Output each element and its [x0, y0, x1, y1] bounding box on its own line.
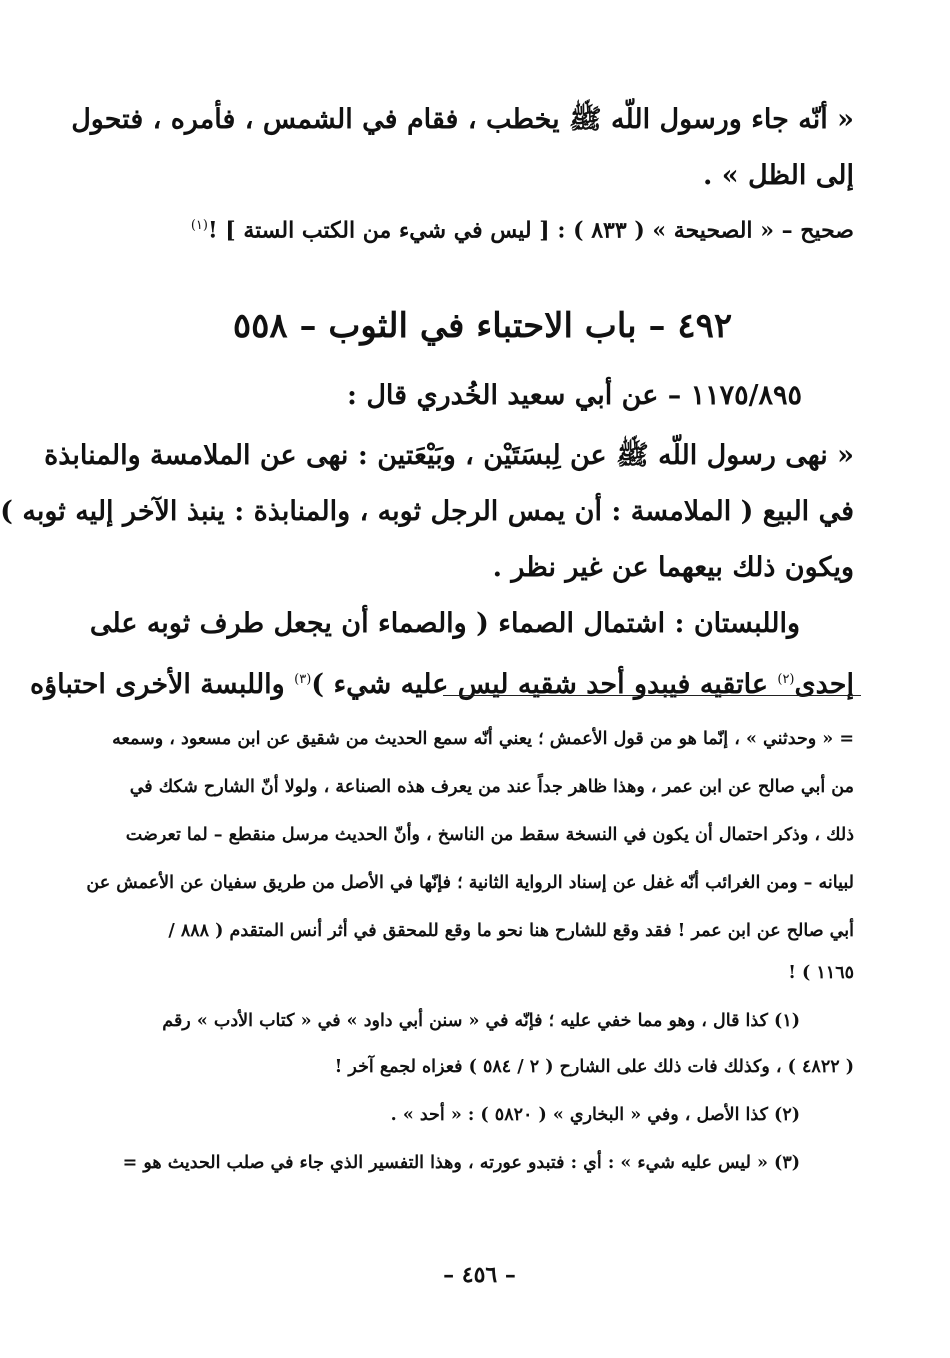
continued-note-line-5: أبي صالح عن ابن عمر ! فقد وقع للشارح هنا نحو ما وقع للمحقق في أثر أنس المتقدم ( ٨٨٨ / — [168, 921, 854, 941]
para2-text-c: واللبسة الأخرى احتباؤه — [29, 669, 295, 700]
para2-text-b: عاتقيه فيبدو أحد شقيه ليس عليه شيء ) — [311, 669, 778, 700]
footnote-ref-2: (٢) — [777, 672, 795, 687]
continued-note-line-6: ١١٦٥ ) ! — [788, 963, 854, 983]
footnote-1-line-1: (١) كذا قال ، وهو مما خفي عليه ؛ فإنّه في « سنن أبي داود » في « كتاب الأدب » رقم — [162, 1011, 800, 1031]
para2-text-a: إحدى — [794, 669, 854, 700]
continued-note-line-2: من أبي صالح عن ابن عمر ، وهذا ظاهر جداً عند من يعرف هذه الصناعة ، ولولا أنّ الشارح شكك في — [129, 777, 854, 797]
footnote-3-line-1: (٣) « ليس عليه شيء » : أي : فتبدو عورته ، وهذا التفسير الذي جاء في صلب الحديث هو = — [122, 1153, 800, 1173]
top-text-line-1: « أنّه جاء ورسول اللّه ﷺ يخطب ، فقام في الشمس ، فأمره ، فتحول — [71, 104, 854, 135]
footnote-1-line-2: ( ٤٨٢٢ ) ، وكذلك فات ذلك على الشارح ( ٢ / ٥٨٤ ) فعزاه لجمع آخر ! — [334, 1057, 854, 1077]
hadith-line-1: « نهى رسول اللّه ﷺ عن لِبسَتَيْن ، وبَيْعَتين : نهى عن الملامسة والمنابذة — [44, 440, 854, 471]
top-text-line-2: إلى الظل » . — [702, 160, 854, 191]
hadith-line-2: في البيع ( الملامسة : أن يمس الرجل ثوبه ، والمنابذة : ينبذ الآخر إليه ثوبه ) — [0, 496, 854, 527]
continued-note-line-4: لبيانه – ومن الغرائب أنّه غفل عن إسناد الرواية الثانية ؛ فإنّها في الأصل من طريق سفيان عن الأعمش عن — [86, 873, 854, 893]
footnote-separator — [443, 695, 861, 696]
footnote-ref-1: (١) — [190, 218, 208, 233]
hadith-para2-line-2 — [29, 652, 854, 713]
footnote-ref-3: (٣) — [294, 672, 312, 687]
hadith-grade — [99, 206, 854, 250]
hadith-number-heading: ١١٧٥/٨٩٥ – عن أبي سعيد الخُدري قال : — [346, 380, 802, 411]
hadith-line-3: ويكون ذلك بيعهما عن غير نظر . — [492, 552, 854, 583]
hadith-para2-line-1: واللبستان : اشتمال الصماء ( والصماء أن يجعل طرف ثوبه على — [89, 608, 800, 639]
continued-note-line-3: ذلك ، وذكر احتمال أن يكون في النسخة سقط من الناسخ ، وأنّ الحديث مرسل منقطع – لما تعرضت — [125, 825, 854, 845]
page-number: – ٤٥٦ – — [443, 1262, 516, 1288]
footnote-2-line-1: (٢) كذا الأصل ، وفي « البخاري » ( ٥٨٢٠ ) : « أحد » . — [390, 1105, 800, 1125]
continued-note-line-1: = « وحدثني » ، إنّما هو من قول الأعمش ؛ يعني أنّه سمع الحديث من شقيق عن ابن مسعود ، وسمعه — [112, 729, 854, 749]
grade-text: صحيح – « الصحيحة » ( ٨٣٣ ) : [ ليس في شيء من الكتب الستة ] ! — [207, 217, 854, 244]
chapter-title: ٤٩٢ – باب الاحتباء في الثوب – ٥٥٨ — [232, 306, 733, 346]
